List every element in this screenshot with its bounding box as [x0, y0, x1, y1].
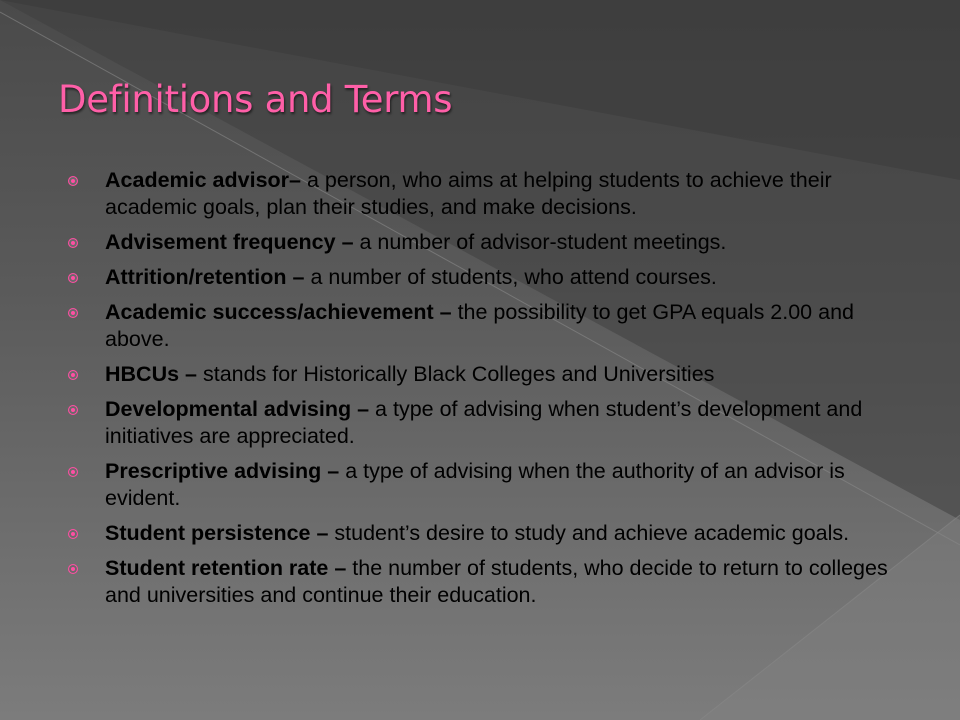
list-item — [68, 361, 908, 388]
slide-title: Definitions and Terms — [58, 78, 453, 121]
term-definition: student’s desire to study and achieve academic goals. — [328, 521, 850, 545]
term-name: HBCUs – — [105, 362, 197, 386]
term-definition: a type of advising when the authority of an advisor is evident. — [105, 459, 845, 510]
circled-dot-bullet-icon — [68, 308, 78, 318]
list-item — [68, 458, 908, 512]
list-item — [68, 520, 908, 547]
term-definition: the number of students, who decide to return to colleges and universities and continue their education. — [105, 556, 888, 607]
list-item — [68, 299, 908, 353]
term-definition: the possibility to get GPA equals 2.00 and above. — [105, 300, 854, 351]
list-item — [68, 396, 908, 450]
circled-dot-bullet-icon — [68, 467, 78, 477]
circled-dot-bullet-icon — [68, 564, 78, 574]
term-definition: a number of advisor-student meetings. — [353, 230, 727, 254]
circled-dot-bullet-icon — [68, 273, 78, 283]
term-definition: a number of students, who attend courses. — [304, 265, 717, 289]
circled-dot-bullet-icon — [68, 176, 78, 186]
circled-dot-bullet-icon — [68, 238, 78, 248]
term-name: Academic advisor– — [105, 168, 301, 192]
term-definition: a type of advising when student’s development and initiatives are appreciated. — [105, 397, 863, 448]
term-name: Developmental advising – — [105, 397, 370, 421]
term-name: Prescriptive advising – — [105, 459, 340, 483]
term-name: Attrition/retention – — [105, 265, 305, 289]
list-item — [68, 555, 908, 609]
list-item — [68, 167, 908, 221]
circled-dot-bullet-icon — [68, 370, 78, 380]
circled-dot-bullet-icon — [68, 405, 78, 415]
term-name: Academic success/achievement – — [105, 300, 452, 324]
term-definition: a person, who aims at helping students to achieve their academic goals, plan their studies, and make decisions. — [105, 168, 832, 219]
terms-list — [68, 167, 908, 617]
term-name: Student persistence – — [105, 521, 329, 545]
term-name: Student retention rate – — [105, 556, 347, 580]
circled-dot-bullet-icon — [68, 529, 78, 539]
list-item — [68, 264, 908, 291]
term-definition: stands for Historically Black Colleges and Universities — [197, 362, 715, 386]
term-name: Advisement frequency – — [105, 230, 354, 254]
list-item — [68, 229, 908, 256]
